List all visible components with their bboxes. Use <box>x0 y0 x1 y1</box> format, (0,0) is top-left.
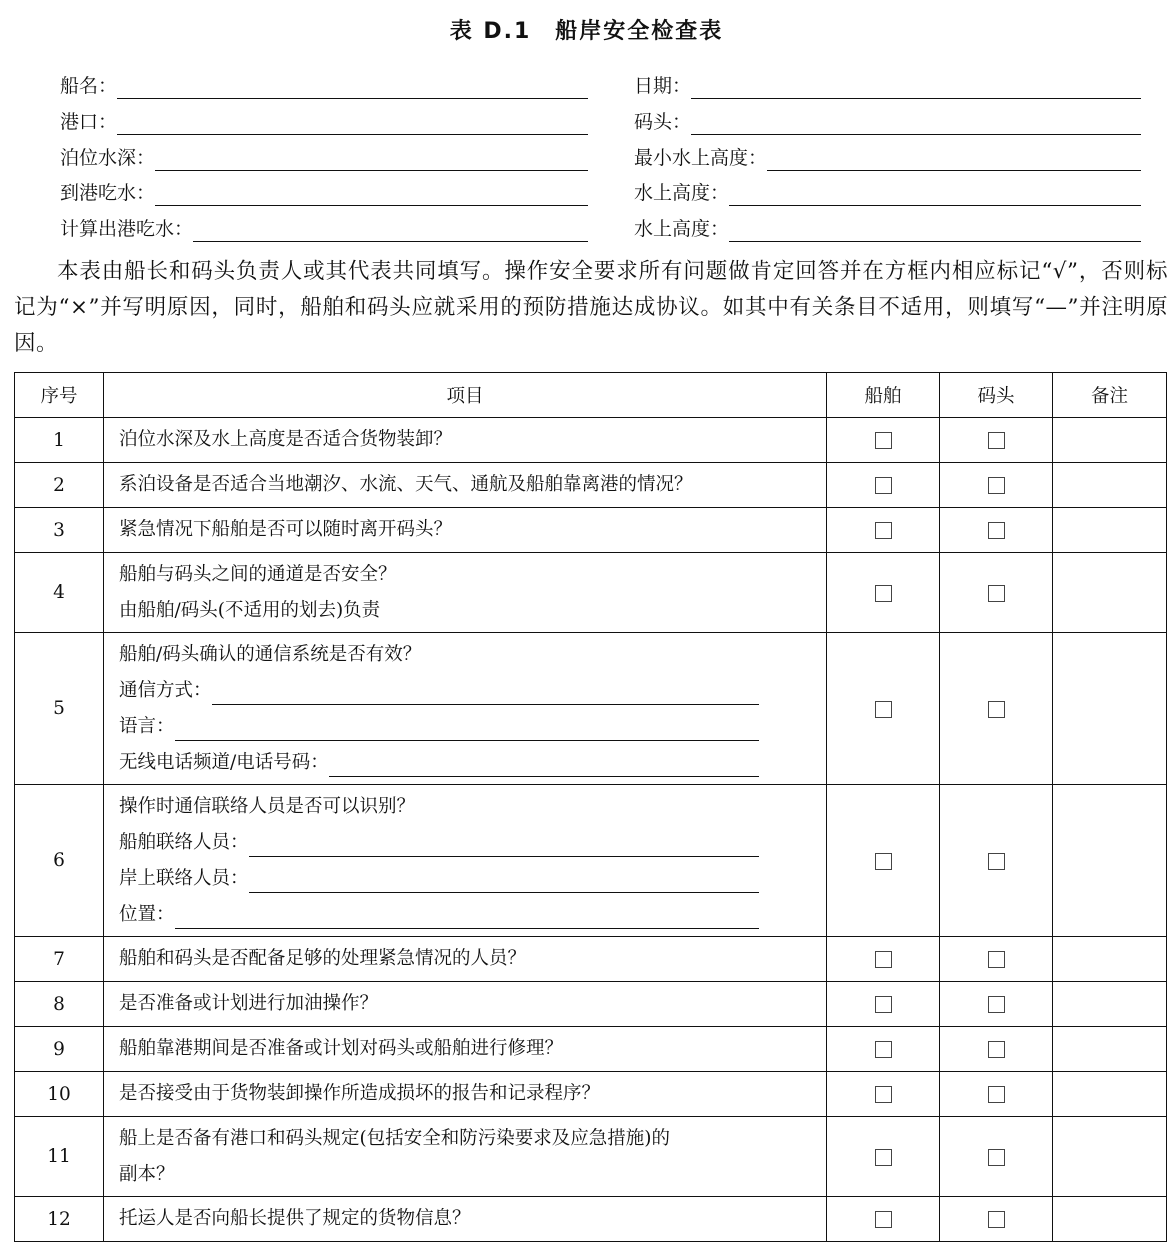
field-air-draft-2[interactable] <box>634 215 1141 245</box>
checkbox-icon[interactable] <box>988 477 1005 494</box>
item-text: 船上是否备有港口和码头规定(包括安全和防污染要求及应急措施)的 <box>119 1127 670 1149</box>
fill-line-language[interactable] <box>119 709 759 745</box>
row-number: 8 <box>15 982 104 1027</box>
checklist-table <box>14 372 1167 1242</box>
row-number: 11 <box>15 1117 104 1197</box>
fill-label: 无线电话频道/电话号码： <box>119 751 329 773</box>
row-item <box>104 508 827 553</box>
fill-label: 语言： <box>119 715 175 737</box>
ship-check-cell[interactable] <box>827 508 940 553</box>
table-row <box>15 463 1167 508</box>
field-arrival-draft[interactable] <box>60 179 588 209</box>
remarks-cell[interactable] <box>1053 463 1167 508</box>
fill-line-shore-contact[interactable] <box>119 861 759 897</box>
intro-paragraph: 本表由船长和码头负责人或其代表共同填写。操作安全要求所有问题做肯定回答并在方框内相应标记“√”，否则标记为“×”并写明原因，同时，船舶和码头应就采用的预防措施达成协议。如其中有关条目不适用，则填写“—”并注明原因。 <box>14 259 1168 356</box>
remarks-cell[interactable] <box>1053 508 1167 553</box>
row-number: 6 <box>15 785 104 937</box>
ship-check-cell[interactable] <box>827 553 940 633</box>
row-number: 1 <box>15 418 104 463</box>
terminal-check-cell[interactable] <box>940 1072 1053 1117</box>
field-line <box>691 112 1141 135</box>
field-min-air-draft[interactable] <box>634 144 1141 174</box>
row-item <box>104 1117 827 1197</box>
checkbox-icon[interactable] <box>988 1086 1005 1103</box>
field-line <box>193 219 588 242</box>
item-text: 是否接受由于货物装卸操作所造成损坏的报告和记录程序？ <box>119 1083 601 1104</box>
row-number: 3 <box>15 508 104 553</box>
fill-label: 船舶联络人员： <box>119 831 249 853</box>
fill-line-comm-method[interactable] <box>119 673 759 709</box>
field-ship-name[interactable] <box>60 72 588 102</box>
table-row <box>15 418 1167 463</box>
ship-check-cell[interactable] <box>827 785 940 937</box>
table-row <box>15 633 1167 785</box>
row-item <box>104 937 827 982</box>
remarks-cell[interactable] <box>1053 937 1167 982</box>
ship-check-cell[interactable] <box>827 463 940 508</box>
terminal-check-cell[interactable] <box>940 463 1053 508</box>
checkbox-icon[interactable] <box>988 522 1005 539</box>
terminal-check-cell[interactable] <box>940 1197 1053 1242</box>
field-label: 船名： <box>60 75 118 97</box>
ship-check-cell[interactable] <box>827 1072 940 1117</box>
remarks-cell[interactable] <box>1053 1072 1167 1117</box>
checkbox-icon[interactable] <box>988 1149 1005 1166</box>
remarks-cell[interactable] <box>1053 982 1167 1027</box>
row-number: 5 <box>15 633 104 785</box>
fill-line-ship-contact[interactable] <box>119 825 759 861</box>
fill-line-radio-phone[interactable] <box>119 745 759 781</box>
table-row <box>15 1197 1167 1242</box>
field-port[interactable] <box>60 108 588 138</box>
remarks-cell[interactable] <box>1053 1027 1167 1072</box>
checkbox-icon[interactable] <box>988 432 1005 449</box>
row-item <box>104 1197 827 1242</box>
field-date[interactable] <box>634 72 1141 102</box>
col-header-no: 序号 <box>15 373 104 418</box>
checkbox-icon[interactable] <box>988 701 1005 718</box>
checkbox-icon[interactable] <box>875 701 892 718</box>
checkbox-icon[interactable] <box>875 996 892 1013</box>
terminal-check-cell[interactable] <box>940 982 1053 1027</box>
checkbox-icon[interactable] <box>875 1149 892 1166</box>
table-row <box>15 1027 1167 1072</box>
checkbox-icon[interactable] <box>988 951 1005 968</box>
checkbox-icon[interactable] <box>988 1211 1005 1228</box>
terminal-check-cell[interactable] <box>940 633 1053 785</box>
item-text: 由船舶/码头(不适用的划去)负责 <box>119 599 381 621</box>
terminal-check-cell[interactable] <box>940 937 1053 982</box>
row-number: 2 <box>15 463 104 508</box>
item-text: 船舶/码头确认的通信系统是否有效？ <box>119 643 422 665</box>
remarks-cell[interactable] <box>1053 785 1167 937</box>
ship-check-cell[interactable] <box>827 1197 940 1242</box>
table-row <box>15 1117 1167 1197</box>
field-line <box>767 148 1141 171</box>
item-text: 操作时通信联络人员是否可以识别？ <box>119 795 416 817</box>
field-line <box>691 76 1141 99</box>
ship-check-cell[interactable] <box>827 982 940 1027</box>
checkbox-icon[interactable] <box>875 1041 892 1058</box>
row-item <box>104 553 827 633</box>
checkbox-icon[interactable] <box>875 1086 892 1103</box>
field-line <box>729 183 1141 206</box>
checkbox-icon[interactable] <box>875 432 892 449</box>
item-text: 托运人是否向船长提供了规定的货物信息？ <box>119 1208 471 1229</box>
col-header-ship: 船舶 <box>827 373 940 418</box>
row-item <box>104 418 827 463</box>
row-item <box>104 633 827 785</box>
field-departure-draft[interactable] <box>60 215 588 245</box>
row-number: 7 <box>15 937 104 982</box>
row-item <box>104 1027 827 1072</box>
item-text: 船舶与码头之间的通道是否安全？ <box>119 563 397 585</box>
field-label: 泊位水深： <box>60 147 156 169</box>
row-item <box>104 1072 827 1117</box>
item-text: 船舶靠港期间是否准备或计划对码头或船舶进行修理？ <box>119 1038 564 1059</box>
field-line <box>155 183 588 206</box>
underline <box>175 714 759 741</box>
fill-line-location[interactable] <box>119 897 759 933</box>
row-number: 10 <box>15 1072 104 1117</box>
table-row <box>15 982 1167 1027</box>
remarks-cell[interactable] <box>1053 633 1167 785</box>
item-text: 泊位水深及水上高度是否适合货物装卸？ <box>119 429 453 450</box>
remarks-cell[interactable] <box>1053 1197 1167 1242</box>
field-label: 到港吃水： <box>60 182 156 204</box>
field-line <box>117 76 588 99</box>
terminal-check-cell[interactable] <box>940 1027 1053 1072</box>
underline <box>329 750 759 777</box>
terminal-check-cell[interactable] <box>940 1117 1053 1197</box>
underline <box>212 678 759 705</box>
checkbox-icon[interactable] <box>875 522 892 539</box>
field-label: 日期： <box>634 75 692 97</box>
remarks-cell[interactable] <box>1053 418 1167 463</box>
field-label: 港口： <box>60 111 118 133</box>
field-line <box>155 148 588 171</box>
row-item <box>104 463 827 508</box>
item-text: 副本？ <box>119 1163 175 1185</box>
field-line <box>117 112 588 135</box>
field-label: 码头： <box>634 111 692 133</box>
table-row <box>15 553 1167 633</box>
page-title: 表 D.1 船岸安全检查表 <box>449 19 724 44</box>
terminal-check-cell[interactable] <box>940 508 1053 553</box>
ship-check-cell[interactable] <box>827 633 940 785</box>
checkbox-icon[interactable] <box>988 853 1005 870</box>
checkbox-icon[interactable] <box>875 585 892 602</box>
item-text: 船舶和码头是否配备足够的处理紧急情况的人员？ <box>119 948 527 969</box>
field-air-draft-1[interactable] <box>634 179 1141 209</box>
item-text: 紧急情况下船舶是否可以随时离开码头？ <box>119 519 453 540</box>
terminal-check-cell[interactable] <box>940 785 1053 937</box>
terminal-check-cell[interactable] <box>940 553 1053 633</box>
col-header-terminal: 码头 <box>940 373 1053 418</box>
underline <box>175 902 759 929</box>
ship-check-cell[interactable] <box>827 418 940 463</box>
checkbox-icon[interactable] <box>875 853 892 870</box>
col-header-item: 项目 <box>104 373 827 418</box>
table-header-row <box>15 373 1167 418</box>
table-row <box>15 785 1167 937</box>
item-text: 是否准备或计划进行加油操作？ <box>119 993 379 1014</box>
remarks-cell[interactable] <box>1053 553 1167 633</box>
field-label: 水上高度： <box>634 182 730 204</box>
table-row <box>15 508 1167 553</box>
underline <box>249 866 759 893</box>
ship-check-cell[interactable] <box>827 1027 940 1072</box>
table-row <box>15 937 1167 982</box>
field-label: 计算出港吃水： <box>60 218 194 240</box>
row-number: 12 <box>15 1197 104 1242</box>
ship-check-cell[interactable] <box>827 1117 940 1197</box>
col-header-remarks: 备注 <box>1053 373 1167 418</box>
fill-label: 通信方式： <box>119 679 212 701</box>
checkbox-icon[interactable] <box>875 1211 892 1228</box>
table-row <box>15 1072 1167 1117</box>
terminal-check-cell[interactable] <box>940 418 1053 463</box>
field-terminal[interactable] <box>634 108 1141 138</box>
row-item <box>104 982 827 1027</box>
field-label: 水上高度： <box>634 218 730 240</box>
checkbox-icon[interactable] <box>988 996 1005 1013</box>
remarks-cell[interactable] <box>1053 1117 1167 1197</box>
ship-check-cell[interactable] <box>827 937 940 982</box>
checkbox-icon[interactable] <box>875 951 892 968</box>
fill-label: 位置： <box>119 903 175 925</box>
fill-label: 岸上联络人员： <box>119 867 249 889</box>
row-number: 9 <box>15 1027 104 1072</box>
checkbox-icon[interactable] <box>988 1041 1005 1058</box>
row-item <box>104 785 827 937</box>
row-number: 4 <box>15 553 104 633</box>
field-berth-depth[interactable] <box>60 144 588 174</box>
checkbox-icon[interactable] <box>875 477 892 494</box>
underline <box>249 830 759 857</box>
checkbox-icon[interactable] <box>988 585 1005 602</box>
field-line <box>729 219 1141 242</box>
item-text: 系泊设备是否适合当地潮汐、水流、天气、通航及船舶靠离港的情况？ <box>119 474 693 495</box>
field-label: 最小水上高度： <box>634 147 768 169</box>
